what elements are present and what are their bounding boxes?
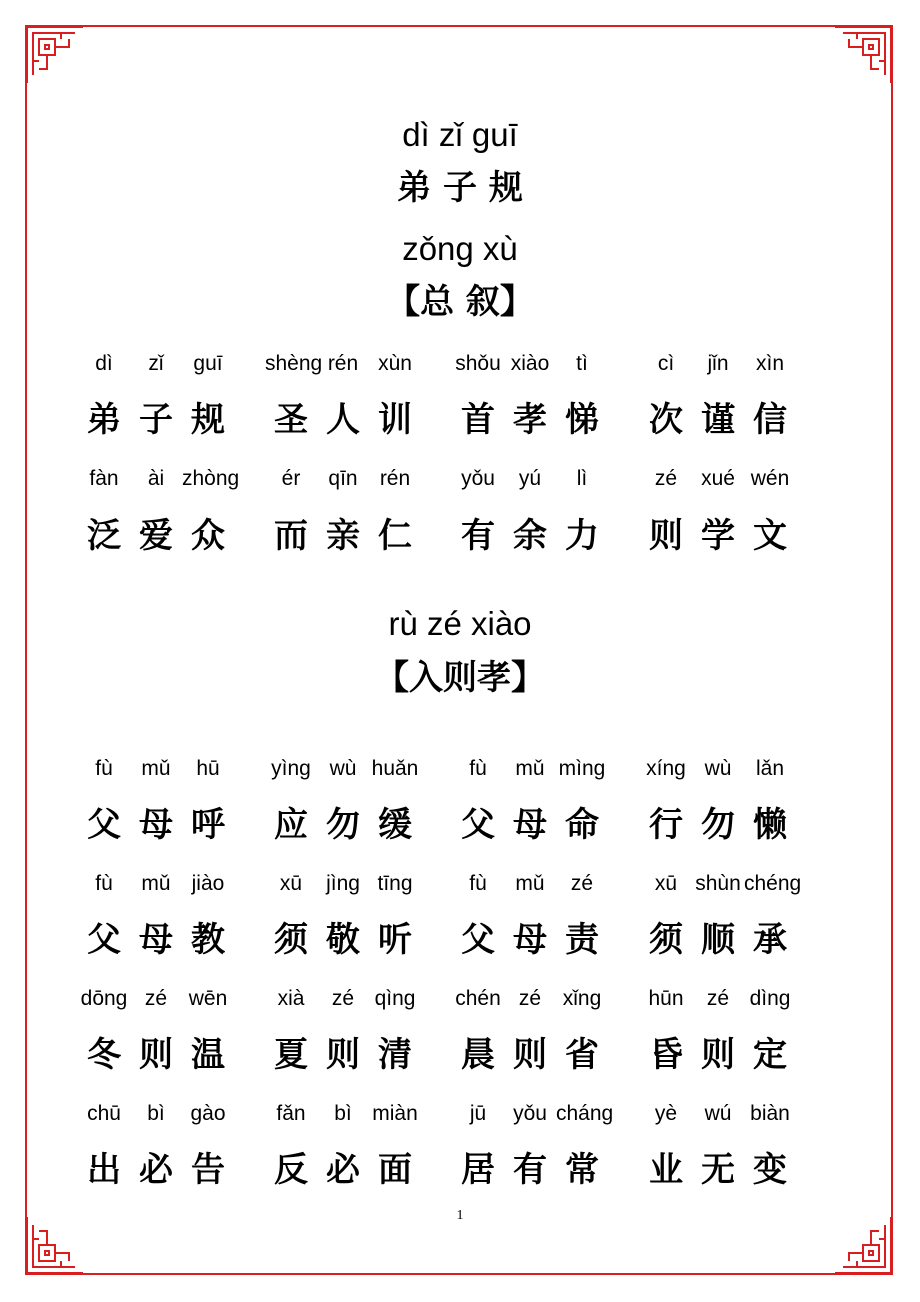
pinyin-group — [78, 352, 234, 376]
pinyin-syllable: wēn — [188, 987, 228, 1010]
pinyin-syllable: shèng — [265, 352, 323, 375]
hanzi-character: 母 — [513, 920, 547, 960]
hanzi-character: 敬 — [326, 920, 360, 960]
hanzi-character: 信 — [753, 400, 787, 440]
pinyin-syllable: xué — [701, 467, 735, 490]
pinyin-syllable: jìng — [326, 872, 360, 895]
hanzi-character: 母 — [513, 805, 547, 845]
pinyin-group — [640, 757, 796, 781]
hanzi-character: 悌 — [565, 400, 599, 440]
hanzi-character: 则 — [139, 1035, 173, 1075]
pinyin-syllable: wù — [704, 757, 732, 780]
hanzi-group — [452, 392, 608, 441]
section-zongxu-heading: 【总 叙】 — [386, 282, 534, 322]
pinyin-group — [265, 757, 421, 781]
pinyin-group — [452, 872, 608, 896]
hanzi-group — [78, 508, 234, 557]
hanzi-character: 常 — [565, 1150, 599, 1190]
pinyin-syllable: mìng — [558, 757, 606, 780]
hanzi-character: 而 — [274, 516, 308, 556]
hanzi-character: 则 — [701, 1035, 735, 1075]
hanzi-character: 居 — [461, 1150, 495, 1190]
pinyin-syllable: yú — [518, 467, 542, 490]
section-ruzexiao-heading: 【入则孝】 — [375, 658, 545, 698]
hanzi-group — [78, 1027, 234, 1076]
hanzi-group — [265, 1027, 421, 1076]
pinyin-syllable: fù — [469, 872, 487, 895]
pinyin-syllable: fǎn — [276, 1102, 306, 1125]
hanzi-group — [640, 508, 796, 557]
pinyin-syllable: xū — [279, 872, 303, 895]
pinyin-syllable: zé — [144, 987, 168, 1010]
hanzi-character: 则 — [649, 516, 683, 556]
hanzi-character: 行 — [649, 805, 683, 845]
hanzi-character: 应 — [274, 805, 308, 845]
hanzi-character: 训 — [378, 400, 412, 440]
hanzi-character: 顺 — [701, 920, 735, 960]
hanzi-group — [265, 1142, 421, 1191]
pinyin-group — [265, 352, 421, 376]
corner-ornament-top-left — [25, 25, 87, 87]
hanzi-group — [452, 912, 608, 961]
section-zongxu-pinyin: zǒng xù — [402, 230, 518, 267]
hanzi-character: 无 — [701, 1150, 735, 1190]
hanzi-character: 变 — [753, 1150, 787, 1190]
hanzi-character: 温 — [191, 1035, 225, 1075]
pinyin-syllable: guī — [193, 352, 223, 375]
hanzi-group — [640, 797, 796, 846]
pinyin-syllable: tīng — [377, 872, 413, 895]
hanzi-character: 告 — [191, 1150, 225, 1190]
hanzi-character: 呼 — [191, 805, 225, 845]
hanzi-character: 亲 — [326, 516, 360, 556]
hanzi-group — [640, 392, 796, 441]
pinyin-syllable: lǎn — [755, 757, 785, 780]
hanzi-character: 昏 — [649, 1035, 683, 1075]
section-ruzexiao-pinyin: rù zé xiào — [388, 605, 532, 642]
pinyin-group — [78, 987, 234, 1011]
pinyin-group — [265, 467, 421, 491]
page-number: 1 — [456, 1208, 464, 1223]
hanzi-group — [452, 797, 608, 846]
pinyin-group — [640, 352, 796, 376]
hanzi-group — [78, 1142, 234, 1191]
pinyin-syllable: cì — [657, 352, 675, 375]
hanzi-character: 人 — [326, 400, 360, 440]
hanzi-group — [78, 912, 234, 961]
pinyin-syllable: mǔ — [515, 872, 545, 895]
hanzi-character: 定 — [753, 1035, 787, 1075]
hanzi-group — [452, 508, 608, 557]
hanzi-character: 缓 — [378, 805, 412, 845]
pinyin-group — [78, 757, 234, 781]
hanzi-character: 则 — [513, 1035, 547, 1075]
pinyin-syllable: cháng — [556, 1102, 614, 1125]
pinyin-syllable: ér — [281, 467, 301, 490]
hanzi-character: 须 — [649, 920, 683, 960]
title-hanzi: 弟 子 规 — [397, 168, 523, 208]
pinyin-group — [452, 757, 608, 781]
hanzi-character: 母 — [139, 805, 173, 845]
pinyin-group — [265, 987, 421, 1011]
hanzi-character: 必 — [139, 1150, 173, 1190]
pinyin-group — [640, 872, 802, 896]
hanzi-character: 责 — [565, 920, 599, 960]
hanzi-group — [640, 1027, 796, 1076]
hanzi-character: 余 — [513, 516, 547, 556]
pinyin-group — [78, 872, 234, 896]
pinyin-group — [265, 872, 421, 896]
pinyin-syllable: zé — [331, 987, 355, 1010]
hanzi-character: 仁 — [378, 516, 412, 556]
hanzi-group — [78, 797, 234, 846]
pinyin-syllable: zé — [654, 467, 678, 490]
hanzi-character: 谨 — [701, 400, 735, 440]
hanzi-character: 子 — [139, 400, 173, 440]
hanzi-character: 规 — [191, 400, 225, 440]
pinyin-syllable: fù — [95, 757, 113, 780]
corner-ornament-top-right — [831, 25, 893, 87]
pinyin-syllable: shǒu — [455, 352, 501, 375]
pinyin-syllable: biàn — [750, 1102, 790, 1125]
pinyin-syllable: yìng — [271, 757, 311, 780]
hanzi-character: 听 — [378, 920, 412, 960]
pinyin-syllable: jū — [469, 1102, 487, 1125]
hanzi-character: 夏 — [274, 1035, 308, 1075]
pinyin-group — [452, 987, 608, 1011]
pinyin-group — [452, 352, 608, 376]
hanzi-character: 懒 — [753, 805, 787, 845]
pinyin-syllable: mǔ — [515, 757, 545, 780]
pinyin-syllable: yè — [654, 1102, 678, 1125]
hanzi-character: 弟 — [87, 400, 121, 440]
pinyin-syllable: chéng — [744, 872, 802, 895]
pinyin-syllable: bì — [147, 1102, 165, 1125]
pinyin-syllable: shùn — [695, 872, 741, 895]
pinyin-syllable: tì — [576, 352, 588, 375]
hanzi-character: 父 — [461, 920, 495, 960]
pinyin-group — [640, 467, 796, 491]
hanzi-character: 业 — [649, 1150, 683, 1190]
pinyin-syllable: xìn — [755, 352, 784, 375]
hanzi-character: 首 — [461, 400, 495, 440]
pinyin-syllable: xǐng — [562, 987, 602, 1010]
pinyin-group — [452, 1102, 614, 1126]
hanzi-character: 教 — [191, 920, 225, 960]
pinyin-syllable: hūn — [648, 987, 684, 1010]
hanzi-character: 勿 — [701, 805, 735, 845]
hanzi-group — [640, 1142, 796, 1191]
hanzi-character: 则 — [326, 1035, 360, 1075]
pinyin-syllable: zé — [518, 987, 542, 1010]
pinyin-syllable: chén — [455, 987, 501, 1010]
pinyin-syllable: zé — [570, 872, 594, 895]
hanzi-character: 泛 — [87, 516, 121, 556]
pinyin-syllable: gào — [190, 1102, 226, 1125]
pinyin-group — [452, 467, 608, 491]
hanzi-character: 力 — [565, 516, 599, 556]
pinyin-syllable: fàn — [89, 467, 119, 490]
hanzi-character: 勿 — [326, 805, 360, 845]
pinyin-syllable: mǔ — [141, 872, 171, 895]
pinyin-syllable: qìng — [374, 987, 416, 1010]
hanzi-character: 面 — [378, 1150, 412, 1190]
hanzi-character: 父 — [87, 920, 121, 960]
pinyin-group — [265, 1102, 421, 1126]
hanzi-character: 文 — [753, 516, 787, 556]
hanzi-character: 须 — [274, 920, 308, 960]
pinyin-syllable: mǔ — [141, 757, 171, 780]
hanzi-group — [78, 392, 234, 441]
pinyin-syllable: wú — [704, 1102, 732, 1125]
hanzi-character: 父 — [87, 805, 121, 845]
pinyin-syllable: jǐn — [707, 352, 729, 375]
pinyin-syllable: hū — [196, 757, 220, 780]
pinyin-syllable: qīn — [328, 467, 358, 490]
hanzi-character: 晨 — [461, 1035, 495, 1075]
pinyin-syllable: miàn — [372, 1102, 418, 1125]
hanzi-group — [452, 1142, 608, 1191]
pinyin-syllable: ài — [147, 467, 165, 490]
hanzi-character: 承 — [753, 920, 787, 960]
pinyin-syllable: xíng — [646, 757, 686, 780]
pinyin-syllable: jiào — [191, 872, 225, 895]
hanzi-character: 次 — [649, 400, 683, 440]
pinyin-syllable: wù — [329, 757, 357, 780]
hanzi-character: 有 — [513, 1150, 547, 1190]
pinyin-group — [78, 467, 240, 491]
hanzi-group — [265, 912, 421, 961]
pinyin-syllable: fù — [469, 757, 487, 780]
pinyin-syllable: dìng — [749, 987, 791, 1010]
pinyin-group — [640, 1102, 796, 1126]
pinyin-syllable: xià — [277, 987, 305, 1010]
pinyin-syllable: yǒu — [513, 1102, 547, 1125]
pinyin-group — [78, 1102, 234, 1126]
pinyin-syllable: dì — [95, 352, 113, 375]
hanzi-group — [452, 1027, 608, 1076]
pinyin-syllable: fù — [95, 872, 113, 895]
hanzi-character: 出 — [87, 1150, 121, 1190]
pinyin-syllable: huǎn — [371, 757, 419, 780]
pinyin-syllable: xiào — [510, 352, 550, 375]
hanzi-group — [265, 797, 421, 846]
hanzi-character: 学 — [701, 516, 735, 556]
pinyin-syllable: xū — [654, 872, 678, 895]
hanzi-character: 省 — [565, 1035, 599, 1075]
pinyin-group — [640, 987, 796, 1011]
hanzi-character: 反 — [274, 1150, 308, 1190]
pinyin-syllable: zhòng — [182, 467, 240, 490]
hanzi-character: 清 — [378, 1035, 412, 1075]
hanzi-character: 众 — [191, 516, 225, 556]
hanzi-character: 命 — [565, 805, 599, 845]
pinyin-syllable: dōng — [80, 987, 128, 1010]
hanzi-group — [640, 912, 796, 961]
hanzi-character: 有 — [461, 516, 495, 556]
pinyin-syllable: zé — [706, 987, 730, 1010]
pinyin-syllable: rén — [379, 467, 411, 490]
hanzi-group — [265, 392, 421, 441]
hanzi-character: 圣 — [274, 400, 308, 440]
pinyin-syllable: bì — [334, 1102, 352, 1125]
pinyin-syllable: wén — [750, 467, 790, 490]
hanzi-group — [265, 508, 421, 557]
hanzi-character: 孝 — [513, 400, 547, 440]
hanzi-character: 必 — [326, 1150, 360, 1190]
pinyin-syllable: rén — [327, 352, 359, 375]
pinyin-syllable: xùn — [378, 352, 412, 375]
pinyin-syllable: lì — [576, 467, 588, 490]
hanzi-character: 冬 — [87, 1035, 121, 1075]
hanzi-character: 爱 — [139, 516, 173, 556]
pinyin-syllable: yǒu — [461, 467, 495, 490]
title-pinyin: dì zǐ guī — [402, 116, 518, 153]
hanzi-character: 父 — [461, 805, 495, 845]
hanzi-character: 母 — [139, 920, 173, 960]
pinyin-syllable: zǐ — [148, 352, 164, 375]
pinyin-syllable: chū — [87, 1102, 121, 1125]
